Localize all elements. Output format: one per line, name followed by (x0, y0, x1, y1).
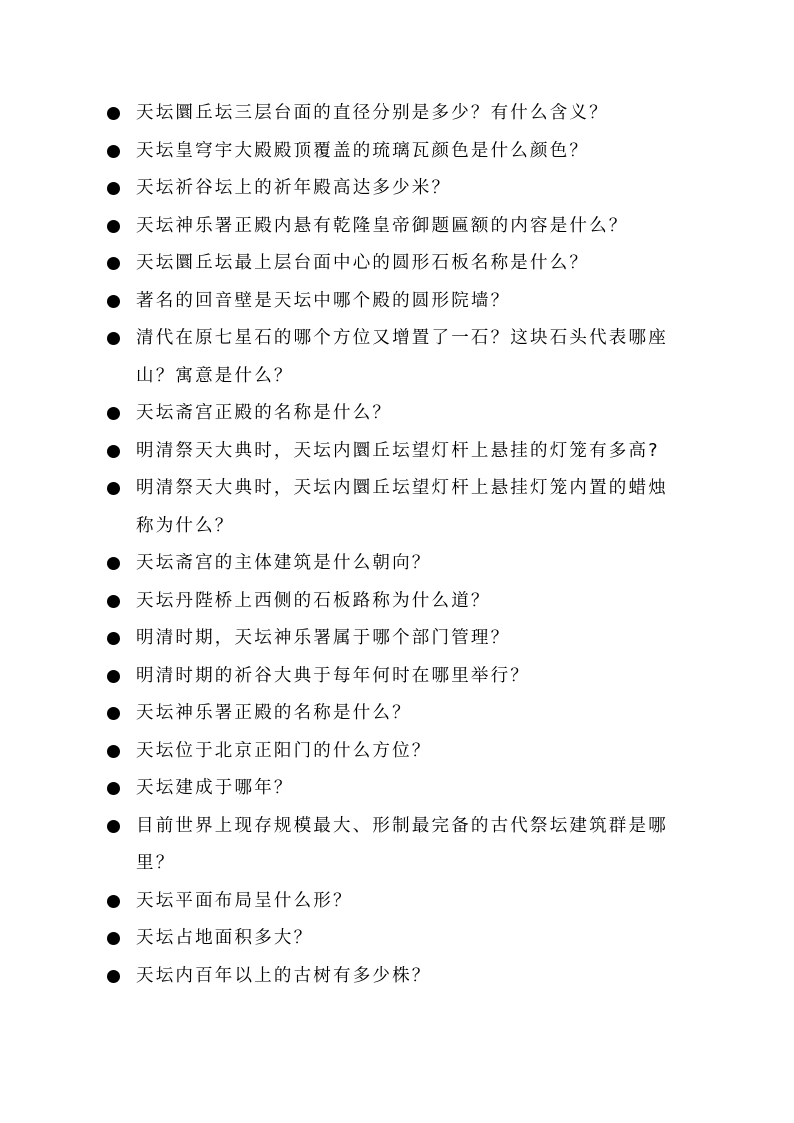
list-item (107, 170, 687, 208)
list-item (107, 770, 687, 808)
list-item (107, 395, 687, 433)
question-text: 明清时期，天坛神乐署属于哪个部门管理？ (136, 628, 511, 648)
list-item (107, 545, 687, 583)
list-item (107, 883, 687, 921)
question-text: 天坛皇穹宇大殿殿顶覆盖的琉璃瓦颜色是什么颜色？ (136, 140, 590, 161)
bullet-icon (107, 182, 120, 195)
bullet-icon (107, 707, 120, 720)
question-text: 天坛圜丘坛最上层台面中心的圆形石板名称是什么？ (136, 253, 590, 273)
bullet-icon (107, 445, 120, 458)
question-text: 天坛内百年以上的古树有多少株？ (136, 965, 432, 986)
list-item (107, 920, 687, 958)
bullet-icon (107, 107, 120, 120)
bullet-icon (107, 782, 120, 795)
list-item (107, 95, 687, 133)
bullet-icon (107, 745, 120, 758)
bullet-icon (107, 557, 120, 570)
list-item (107, 245, 687, 283)
list-item (107, 620, 687, 658)
question-text: 天坛占地面积多大？ (136, 928, 314, 948)
question-text: 明清祭天大典时，天坛内圜丘坛望灯杆上悬挂的灯笼有多高? (136, 440, 660, 461)
question-text: 天坛位于北京正阳门的什么方位？ (136, 740, 432, 761)
list-item (107, 133, 687, 171)
question-text: 目前世界上现存规模最大、形制最完备的古代祭坛建筑群是哪里？ (136, 815, 668, 873)
bullet-icon (107, 632, 120, 645)
list-item (107, 470, 687, 545)
list-item (107, 808, 687, 883)
bullet-icon (107, 332, 120, 345)
question-text: 天坛建成于哪年？ (136, 778, 294, 798)
bullet-icon (107, 295, 120, 308)
question-text: 清代在原七星石的哪个方位又增置了一石？这块石头代表哪座山？寓意是什么？ (136, 328, 668, 386)
list-item (107, 208, 687, 246)
question-text: 明清时期的祈谷大典于每年何时在哪里举行？ (136, 665, 530, 686)
bullet-icon (107, 820, 120, 833)
list-item (107, 658, 687, 696)
question-text: 天坛平面布局呈什么形？ (136, 890, 353, 911)
list-item (107, 733, 687, 771)
question-text: 天坛祈谷坛上的祈年殿高达多少米？ (136, 178, 452, 198)
list-item (107, 583, 687, 621)
question-text: 天坛神乐署正殿的名称是什么？ (136, 703, 412, 723)
question-text: 明清祭天大典时，天坛内圜丘坛望灯杆上悬挂灯笼内置的蜡烛称为什么？ (136, 478, 668, 536)
list-item (107, 283, 687, 321)
bullet-icon (107, 595, 120, 608)
bullet-icon (107, 257, 120, 270)
bullet-icon (107, 482, 120, 495)
bullet-icon (107, 932, 120, 945)
list-item (107, 320, 687, 395)
question-text: 天坛丹陛桥上西侧的石板路称为什么道？ (136, 590, 491, 611)
bullet-icon (107, 145, 120, 158)
question-text: 天坛神乐署正殿内悬有乾隆皇帝御题匾额的内容是什么？ (136, 215, 629, 236)
list-item (107, 433, 687, 471)
bullet-icon (107, 407, 120, 420)
bullet-icon (107, 970, 120, 983)
list-item (107, 695, 687, 733)
question-text: 天坛斋宫的主体建筑是什么朝向？ (136, 553, 432, 573)
question-text: 天坛斋宫正殿的名称是什么？ (136, 403, 393, 423)
list-item (107, 958, 687, 996)
question-text: 著名的回音壁是天坛中哪个殿的圆形院墙？ (136, 290, 511, 311)
bullet-icon (107, 895, 120, 908)
bullet-icon (107, 220, 120, 233)
question-list (107, 95, 687, 995)
question-text: 天坛圜丘坛三层台面的直径分别是多少？有什么含义？ (136, 103, 609, 123)
bullet-icon (107, 670, 120, 683)
